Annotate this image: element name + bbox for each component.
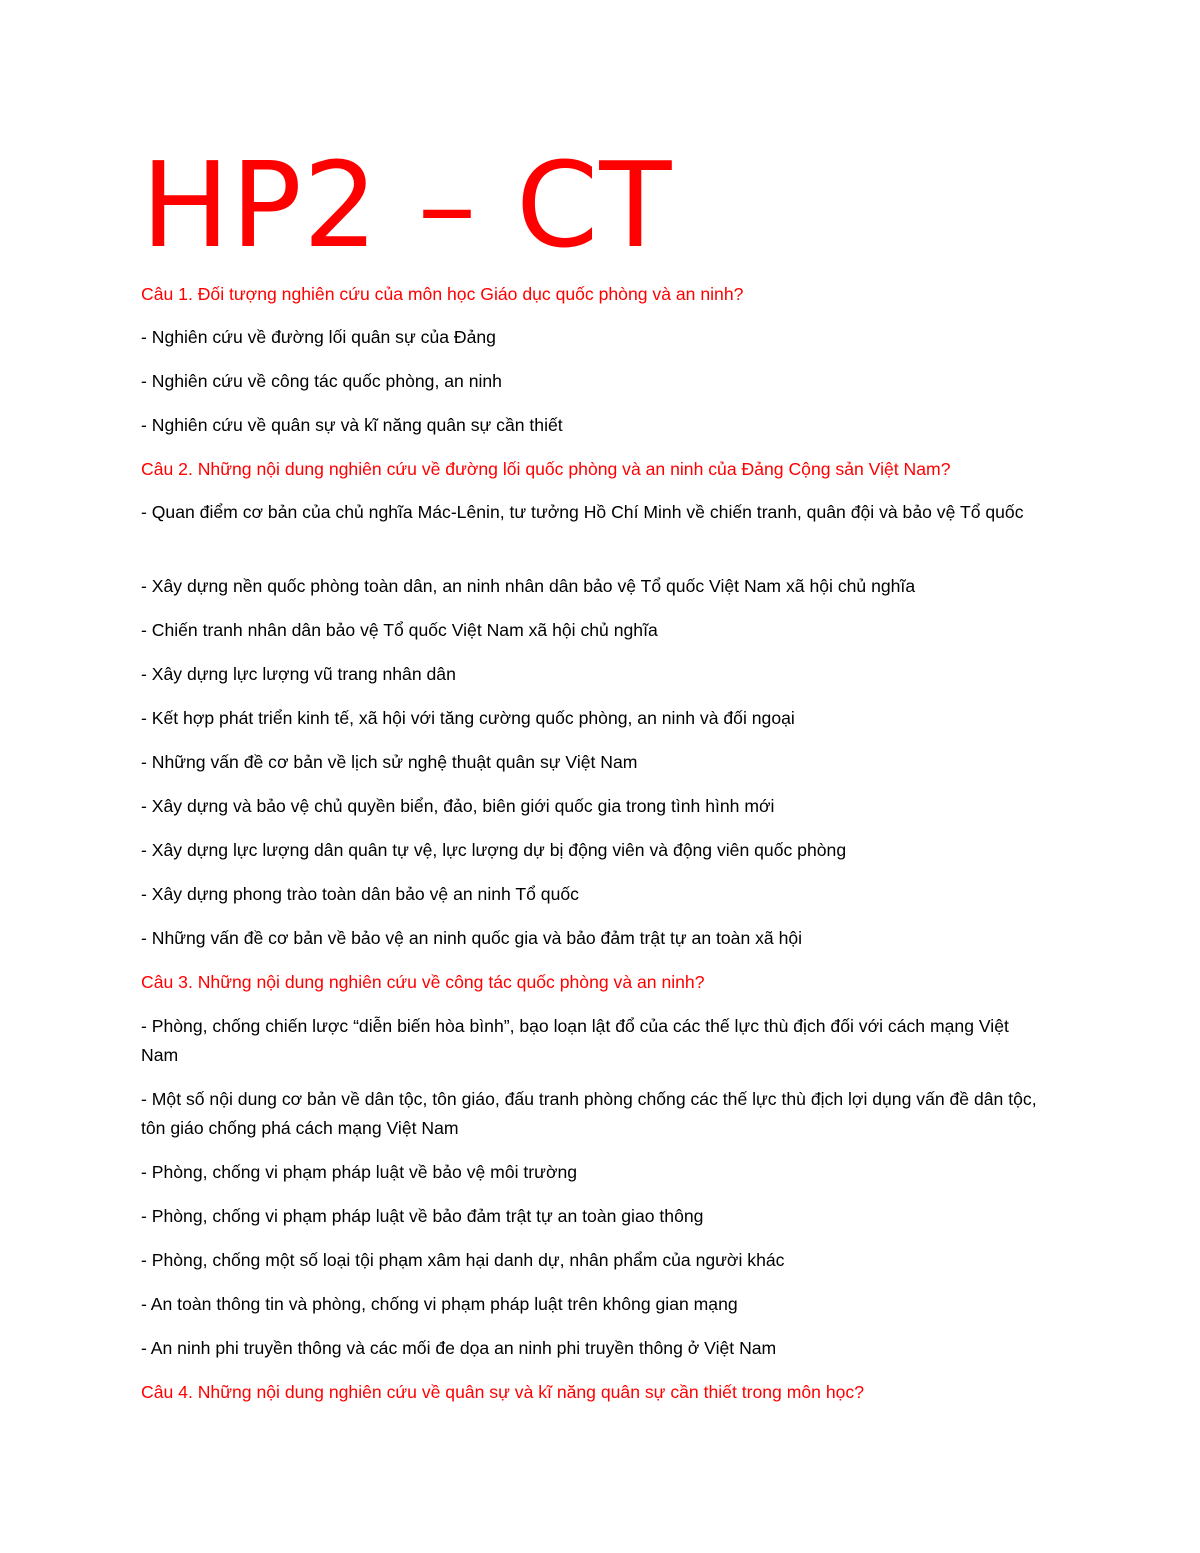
question-2: Câu 2. Những nội dung nghiên cứu về đường lối quốc phòng và an ninh của Đảng Cộng sản Việt Nam? [141, 459, 951, 479]
answer-item: - Những vấn đề cơ bản về bảo vệ an ninh quốc gia và bảo đảm trật tự an toàn xã hội [141, 928, 803, 948]
answer-item: - Quan điểm cơ bản của chủ nghĩa Mác-Lênin, tư tưởng Hồ Chí Minh về chiến tranh, quân đội và bảo vệ Tổ quốc [141, 502, 1024, 522]
answer-item: - Xây dựng lực lượng vũ trang nhân dân [141, 664, 456, 684]
answer-item: - Một số nội dung cơ bản về dân tộc, tôn giáo, đấu tranh phòng chống các thế lực thù địch lợi dụng vấn đề dân tộc, tôn giáo chống phá cách mạng Việt Nam [141, 1089, 1037, 1138]
answer-item: - Xây dựng nền quốc phòng toàn dân, an ninh nhân dân bảo vệ Tổ quốc Việt Nam xã hội chủ nghĩa [141, 576, 916, 596]
question-3: Câu 3. Những nội dung nghiên cứu về công tác quốc phòng và an ninh? [141, 972, 705, 992]
answer-item: - Chiến tranh nhân dân bảo vệ Tổ quốc Việt Nam xã hội chủ nghĩa [141, 620, 658, 640]
answer-item: - Nghiên cứu về quân sự và kĩ năng quân sự cần thiết [141, 415, 563, 435]
question-4: Câu 4. Những nội dung nghiên cứu về quân sự và kĩ năng quân sự cần thiết trong môn học? [141, 1382, 864, 1402]
answer-item: - Xây dựng phong trào toàn dân bảo vệ an ninh Tổ quốc [141, 884, 579, 904]
answer-item: - An ninh phi truyền thông và các mối đe dọa an ninh phi truyền thông ở Việt Nam [141, 1338, 777, 1358]
answer-item: - Phòng, chống vi phạm pháp luật về bảo vệ môi trường [141, 1162, 578, 1182]
question-1: Câu 1. Đối tượng nghiên cứu của môn học Giáo dục quốc phòng và an ninh? [141, 284, 744, 304]
answer-item: - Nghiên cứu về đường lối quân sự của Đảng [141, 327, 496, 347]
answer-item: - Kết hợp phát triển kinh tế, xã hội với tăng cường quốc phòng, an ninh và đối ngoại [141, 708, 795, 728]
answer-item: - Phòng, chống vi phạm pháp luật về bảo đảm trật tự an toàn giao thông [141, 1206, 704, 1226]
answer-item: - Xây dựng và bảo vệ chủ quyền biển, đảo, biên giới quốc gia trong tình hình mới [141, 796, 775, 816]
answer-item: - Những vấn đề cơ bản về lịch sử nghệ thuật quân sự Việt Nam [141, 752, 638, 772]
answer-item: - An toàn thông tin và phòng, chống vi phạm pháp luật trên không gian mạng [141, 1294, 738, 1314]
document-title: HP2 – CT [141, 136, 673, 274]
answer-item: - Phòng, chống chiến lược “diễn biến hòa bình”, bạo loạn lật đổ của các thế lực thù địch đối với cách mạng Việt Nam [141, 1016, 1009, 1065]
answer-item: - Xây dựng lực lượng dân quân tự vệ, lực lượng dự bị động viên và động viên quốc phòng [141, 840, 847, 860]
answer-item: - Phòng, chống một số loại tội phạm xâm hại danh dự, nhân phẩm của người khác [141, 1250, 785, 1270]
answer-item: - Nghiên cứu về công tác quốc phòng, an ninh [141, 371, 502, 391]
